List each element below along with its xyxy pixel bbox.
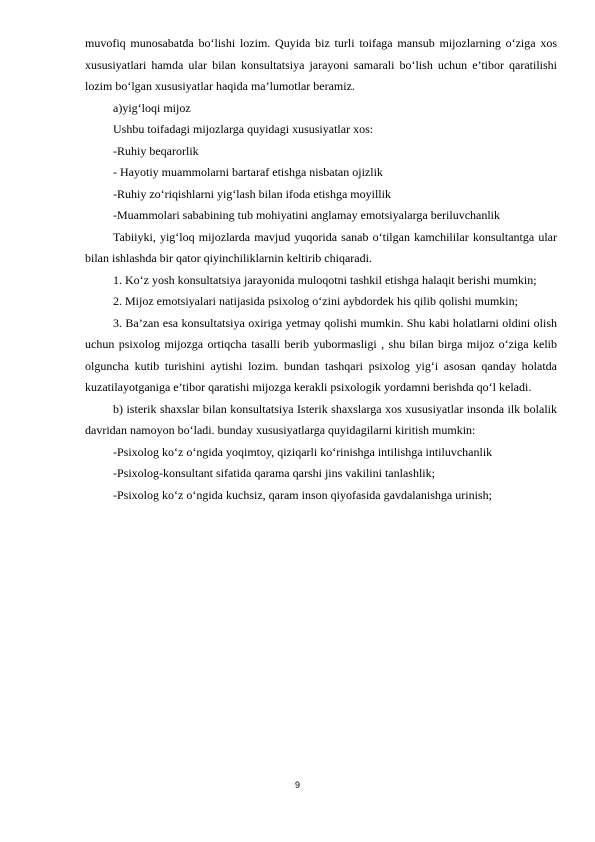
numbered-item: 1. Ko‘z yosh konsultatsiya jarayonida muloqotni tashkil etishga halaqit berishi mumkin; (113, 272, 537, 287)
page-body (85, 33, 557, 506)
list-item: -Ruhiy zo‘riqishlarni yig‘lash bilan ifoda etishga moyillik (113, 186, 391, 201)
page-number: 9 (294, 780, 300, 790)
section-paragraph-isterik-shaxslar: b) isterik shaxslar bilan konsultatsiya Isterik shaxslarga xos xususiyatlar insonda ilk bolalik davridan namoyon bo‘ladi. bunday xususiyatlarga quyidagilarni kiritish mumkin: (85, 401, 557, 437)
paragraph: Ushbu toifadagi mijozlarga quyidagi xususiyatlar xos: (113, 122, 374, 136)
list-item: - Hayotiy muammolarni bartaraf etishga nisbatan ojizlik (113, 165, 383, 179)
list-item: -Psixolog ko‘z o‘ngida yoqimtoy, qiziqarli ko‘rinishga intilishga intiluvchanlik (113, 444, 493, 459)
list-item: -Psixolog-konsultant sifatida qarama qarshi jins vakilini tanlashlik; (113, 466, 435, 480)
numbered-item: 3. Ba’zan esa konsultatsiya oxiriga yetmay qolishi mumkin. Shu kabi holatlarni oldini olish uchun psixolog mijozga ortiqcha tasalli berib yubormasligi , shu bilan birga mijoz o‘ziga kelib olguncha kutib turishini aytishi lozim. bundan tashqari psixolog yig‘i asosan qanday holatda kuzatilayotganiga e’tibor qaratishi mijozga kerakli psixologik yordamni berishda qo‘l keladi. (85, 315, 557, 394)
numbered-item: 2. Mijoz emotsiyalari natijasida psixolog o‘zini aybdordek his qilib qolishi mumkin; (113, 294, 518, 308)
list-item: -Ruhiy beqarorlik (113, 143, 199, 158)
paragraph: muvofiq munosabatda bo‘lishi lozim. Quyida biz turli toifaga mansub mijozlarning o‘ziga xos xususiyatlari hamda ular bilan konsultatsiya jarayoni samarali bo‘lish uchun e’tibor qaratilishi lozim bo‘lgan xususiyatlar haqida ma’lumotlar beramiz. (85, 36, 557, 93)
list-item: -Muammolari sababining tub mohiyatini anglamay emotsiyalarga beriluvchanlik (113, 208, 501, 222)
paragraph: Tabiiyki, yig‘loq mijozlarda mavjud yuqorida sanab o‘tilgan kamchililar konsultantga ular bilan ishlashda bir qator qiyinchiliklarnin keltirib chiqaradi. (85, 229, 557, 265)
list-item: -Psixolog ko‘z o‘ngida kuchsiz, qaram inson qiyofasida gavdalanishga urinish; (113, 487, 492, 502)
section-heading-yigloqi-mijoz: a)yig‘loqi mijoz (113, 100, 191, 115)
